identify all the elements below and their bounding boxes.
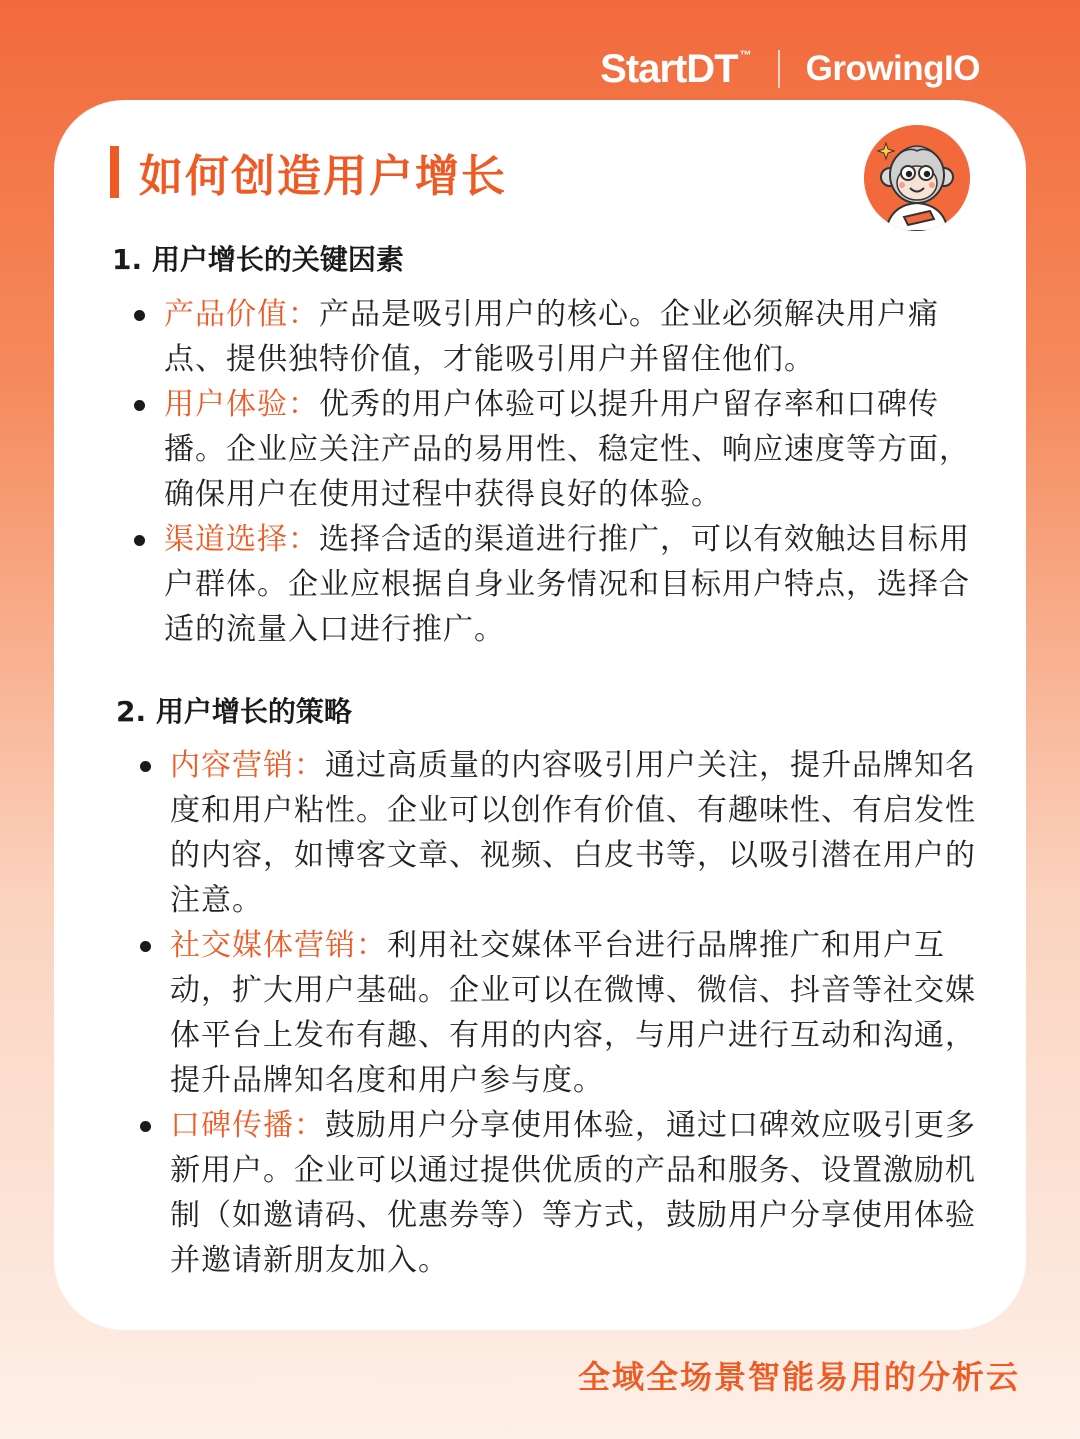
strategies-list [140,743,980,1283]
growingio-logo: GrowingIO [805,49,980,88]
list-item [140,1103,980,1283]
bullet-term: 口碑传播： [170,1108,325,1143]
brand-divider [778,50,780,88]
list-item [140,923,980,1103]
bullet-icon [140,941,151,952]
bullet-text: 产品是吸引用户的核心。企业必须解决用户痛点、提供独特价值，才能吸引用户并留住他们。 [164,297,939,377]
key-factors-list [134,292,974,652]
list-item [134,517,974,652]
trademark-mark: ™ [739,48,752,62]
section-heading-strategies: 2. 用户增长的策略 [116,695,352,728]
page-title: 如何创造用户增长 [139,151,507,202]
bullet-text: 鼓励用户分享使用体验，通过口碑效应吸引更多新用户。企业可以通过提供优质的产品和服务、设置激励机制（如邀请码、优惠券等）等方式，鼓励用户分享使用体验并邀请新朋友加入。 [170,1108,976,1278]
monkey-mascot-icon [864,125,970,231]
list-item [134,292,974,382]
title-accent-bar [110,146,119,198]
bullet-icon [140,1121,151,1132]
startdt-logo: StartDT [600,46,738,91]
bullet-icon [134,310,145,321]
list-item [140,743,980,923]
bullet-term: 渠道选择： [164,522,319,557]
bullet-icon [134,400,145,411]
bullet-term: 内容营销： [170,748,325,783]
bullet-text: 优秀的用户体验可以提升用户留存率和口碑传播。企业应关注产品的易用性、稳定性、响应速度等方面，确保用户在使用过程中获得良好的体验。 [164,387,970,512]
bullet-text: 选择合适的渠道进行推广，可以有效触达目标用户群体。企业应根据自身业务情况和目标用户特点，选择合适的流量入口进行推广。 [164,522,970,647]
bullet-term: 用户体验： [164,387,319,422]
brand-bar [600,44,980,94]
footer-slogan: 全域全场景智能易用的分析云 [577,1358,1020,1396]
bullet-icon [140,761,151,772]
title-block [110,146,507,202]
bullet-icon [134,535,145,546]
bullet-text: 通过高质量的内容吸引用户关注，提升品牌知名度和用户粘性。企业可以创作有价值、有趣味性、有启发性的内容，如博客文章、视频、白皮书等，以吸引潜在用户的注意。 [170,748,976,918]
bullet-term: 社交媒体营销： [170,928,387,963]
bullet-text: 利用社交媒体平台进行品牌推广和用户互动，扩大用户基础。企业可以在微博、微信、抖音等社交媒体平台上发布有趣、有用的内容，与用户进行互动和沟通，提升品牌知名度和用户参与度。 [170,928,976,1098]
section-heading-key-factors: 1. 用户增长的关键因素 [112,243,404,276]
content-card [54,100,1026,1330]
bullet-term: 产品价值： [164,297,319,332]
list-item [134,382,974,517]
